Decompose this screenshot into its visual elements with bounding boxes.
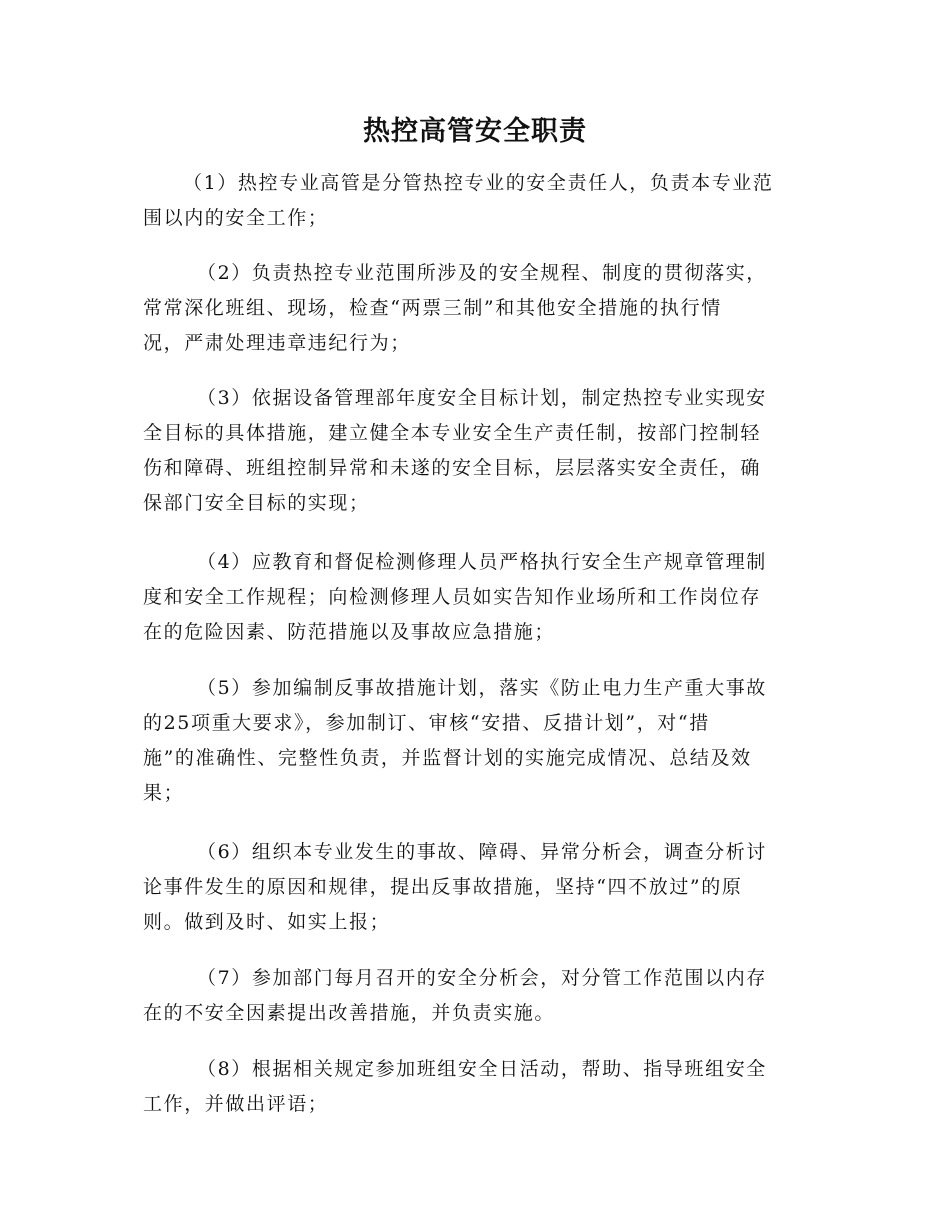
paragraph-line: （2）负责热控专业范围所涉及的安全规程、制度的贯彻落实， — [197, 262, 767, 284]
document-title: 热控高管安全职责 — [363, 116, 587, 147]
paragraph-line: 度和安全工作规程；向检测修理人员如实告知作业场所和工作岗位存 — [143, 586, 762, 608]
paragraph-line: 施”的准确性、完整性负责，并监督计划的实施完成情况、总结及效 — [143, 747, 752, 769]
paragraph-line: （4）应教育和督促检测修理人员严格执行安全生产规章管理制 — [197, 551, 767, 573]
paragraph-line: 的25项重大要求》，参加制订、审核“安措、反措计划”，对“措 — [143, 712, 710, 734]
paragraph-1 — [143, 166, 797, 236]
paragraph-line: 围以内的安全工作； — [143, 207, 329, 229]
paragraph-line: （6）组织本专业发生的事故、障碍、异常分析会，调查分析讨 — [197, 841, 767, 863]
paragraph-6 — [143, 835, 797, 940]
paragraph-line: 果； — [143, 782, 185, 804]
paragraph-line: 保部门安全目标的实现； — [143, 492, 370, 514]
paragraph-line: 论事件发生的原因和规律，提出反事故措施，坚持“四不放过”的原 — [143, 876, 743, 898]
paragraph-8 — [143, 1052, 797, 1122]
paragraph-7 — [143, 961, 797, 1031]
paragraph-2 — [143, 256, 797, 361]
paragraph-4 — [143, 545, 797, 650]
paragraph-5 — [143, 671, 797, 811]
paragraph-line: （7）参加部门每月召开的安全分析会，对分管工作范围以内存 — [197, 967, 767, 989]
paragraph-line: （3）依据设备管理部年度安全目标计划，制定热控专业实现安 — [197, 387, 767, 409]
paragraph-line: 常常深化班组、现场，检查“两票三制”和其他安全措施的执行情 — [143, 297, 722, 319]
paragraph-line: （1）热控专业高管是分管热控专业的安全责任人，负责本专业范 — [183, 172, 774, 194]
paragraph-line: 况，严肃处理违章违纪行为； — [143, 332, 411, 354]
paragraph-line: （8）根据相关规定参加班组安全日活动，帮助、指导班组安全 — [197, 1058, 767, 1080]
paragraph-line: 工作，并做出评语； — [143, 1093, 329, 1115]
paragraph-3 — [143, 381, 797, 521]
paragraph-line: 在的不安全因素提出改善措施，并负责实施。 — [143, 1002, 556, 1024]
paragraph-line: （5）参加编制反事故措施计划，落实《防止电力生产重大事故 — [197, 677, 767, 699]
paragraph-line: 在的危险因素、防范措施以及事故应急措施； — [143, 621, 556, 643]
paragraph-line: 伤和障碍、班组控制异常和未遂的安全目标，层层落实安全责任，确 — [143, 457, 762, 479]
paragraph-line: 则。做到及时、如实上报； — [143, 911, 391, 933]
paragraph-line: 全目标的具体措施，建立健全本专业安全生产责任制，按部门控制轻 — [143, 422, 762, 444]
